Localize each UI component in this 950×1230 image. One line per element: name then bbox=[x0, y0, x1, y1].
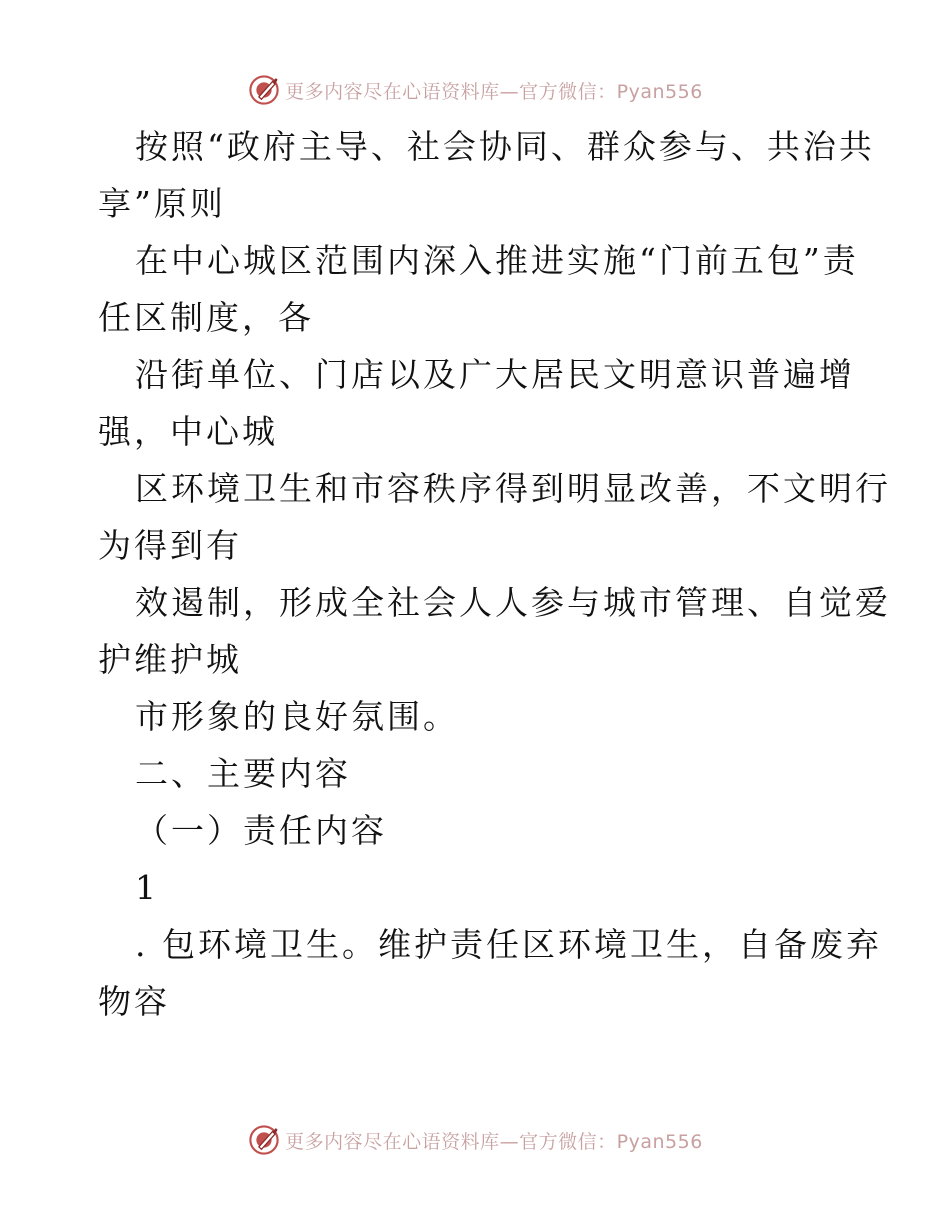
paragraph-line: 效遏制，形成全社会人人参与城市管理、自觉爱 bbox=[135, 583, 891, 622]
paragraph-line: 二、主要内容 bbox=[135, 754, 351, 793]
paragraph-line: 享”原则 bbox=[98, 184, 226, 223]
paragraph-line: 沿街单位、门店以及广大居民文明意识普遍增 bbox=[135, 355, 855, 394]
paragraph-line: 在中心城区范围内深入推进实施“门前五包”责 bbox=[135, 241, 859, 280]
watermark-text: 更多内容尽在心语资料库—官方微信：Pyan556 bbox=[285, 80, 703, 103]
stamp-logo-icon bbox=[247, 1123, 281, 1157]
paragraph-line: . 包环境卫生。维护责任区环境卫生，自备废弃 bbox=[135, 925, 882, 964]
stamp-logo-icon bbox=[247, 73, 281, 107]
paragraph-line: 任区制度，各 bbox=[98, 298, 314, 337]
watermark-text: 更多内容尽在心语资料库—官方微信：Pyan556 bbox=[285, 1130, 703, 1153]
paragraph-line: 区环境卫生和市容秩序得到明显改善，不文明行 bbox=[135, 469, 891, 508]
paragraph-line: （一）责任内容 bbox=[135, 811, 387, 850]
footer-watermark bbox=[0, 1120, 950, 1160]
paragraph-line: 按照“政府主导、社会协同、群众参与、共治共 bbox=[135, 127, 875, 166]
paragraph-line: 物容 bbox=[98, 982, 170, 1021]
paragraph-line: 为得到有 bbox=[98, 526, 242, 565]
paragraph-line: 1 bbox=[135, 868, 159, 907]
paragraph-line: 护维护城 bbox=[98, 640, 242, 679]
paragraph-line: 市形象的良好氛围。 bbox=[135, 697, 459, 736]
header-watermark bbox=[0, 70, 950, 110]
paragraph-line: 强，中心城 bbox=[98, 412, 278, 451]
document-body bbox=[98, 118, 891, 1030]
